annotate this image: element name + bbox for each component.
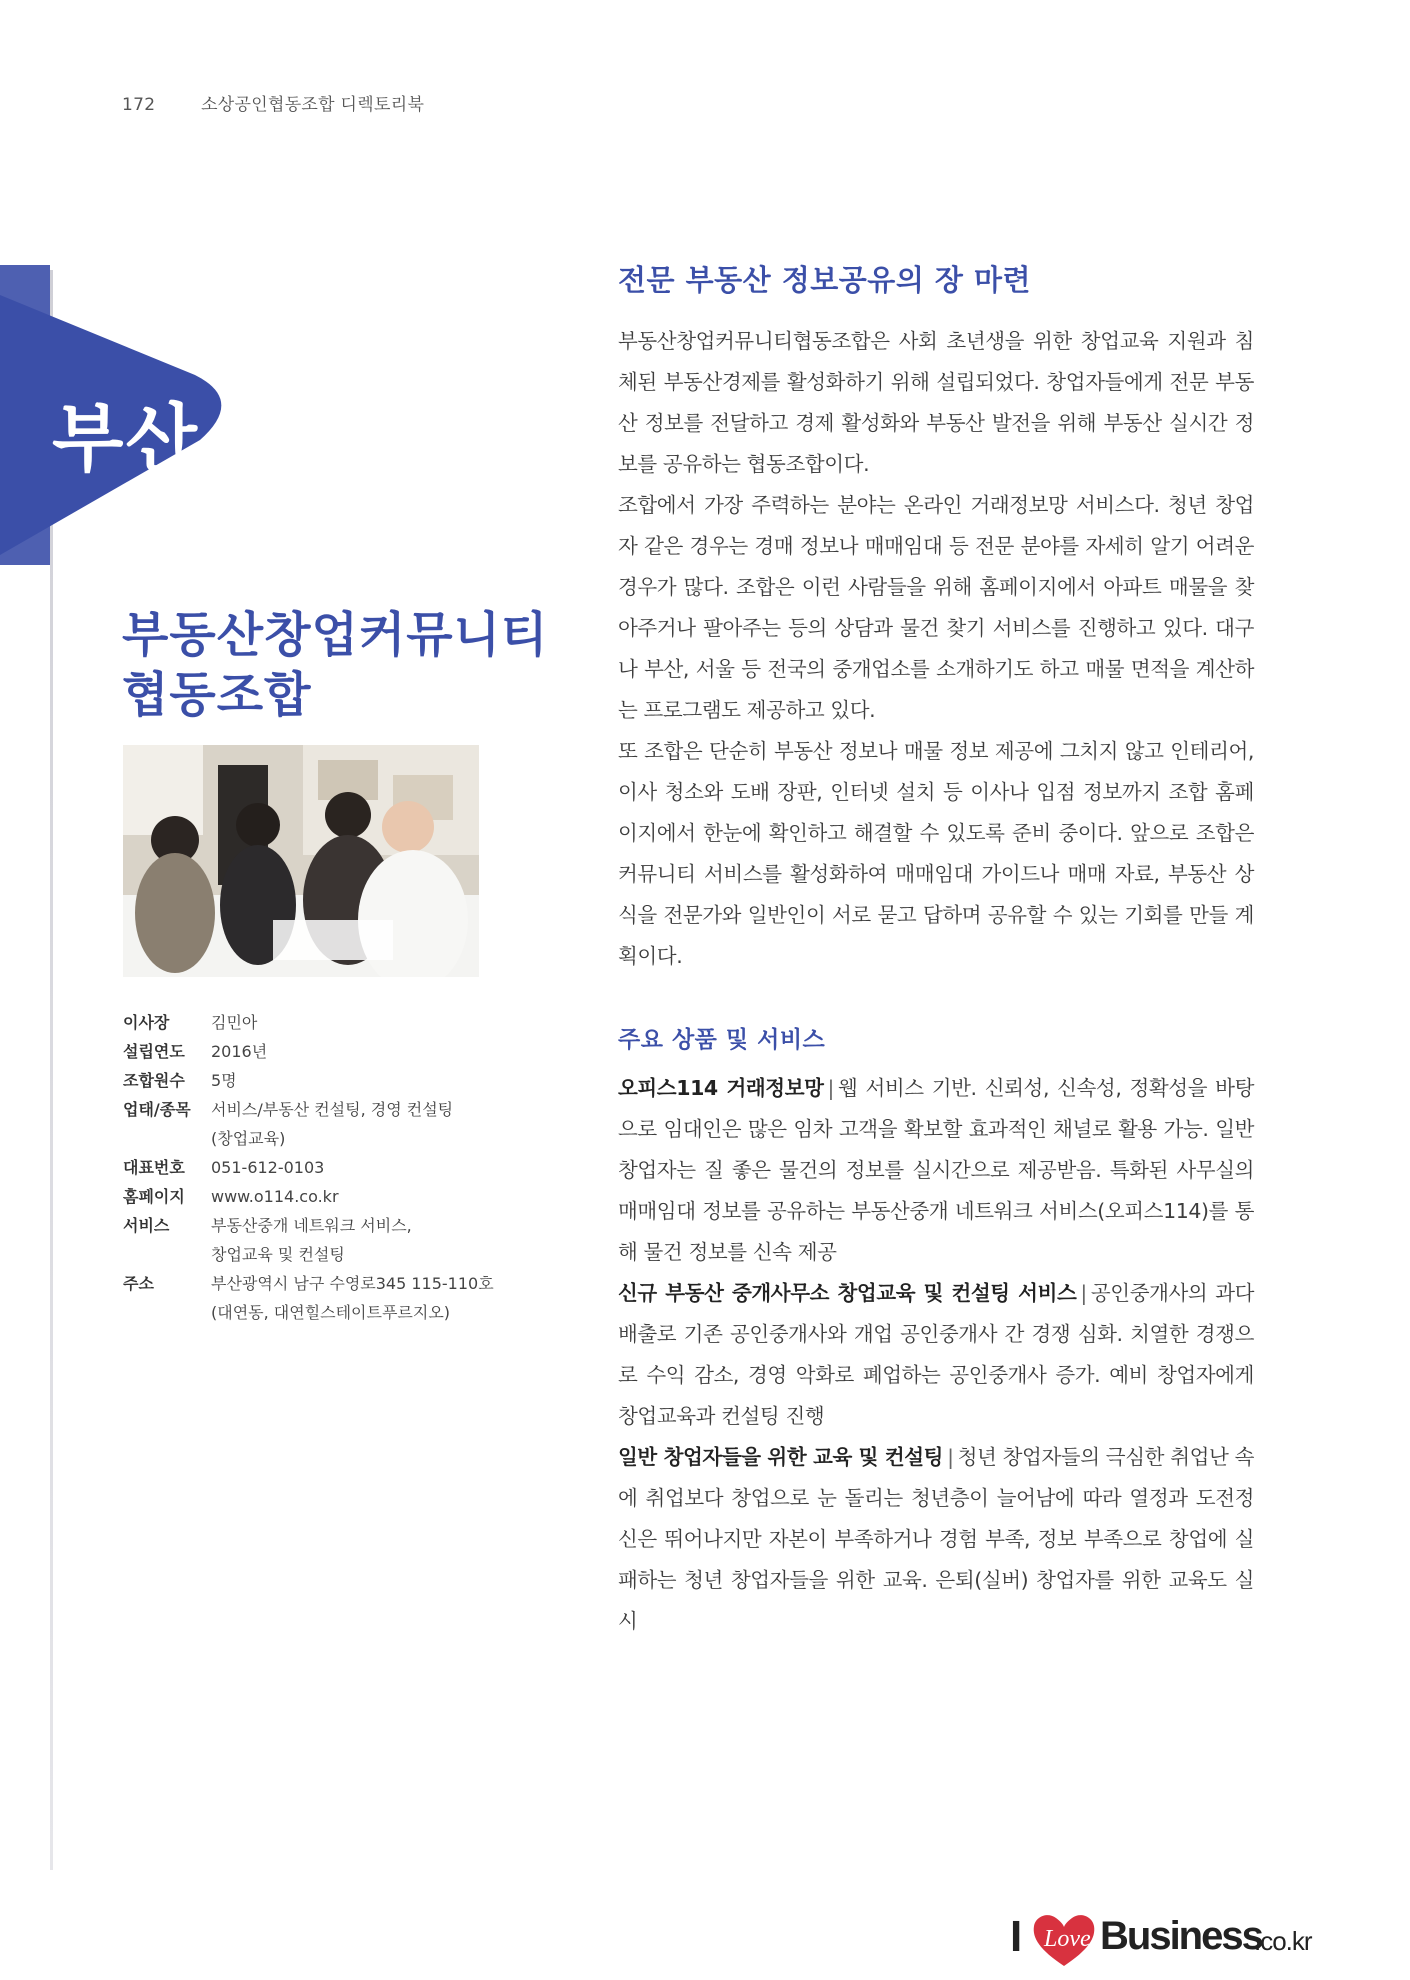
info-table: [123, 1008, 523, 1327]
service-desc: 청년 창업자들의 극심한 취업난 속에 취업보다 창업으로 눈 돌리는 청년층이 늘어남에 따라 열정과 도전정신은 뛰어나지만 자본이 부족하거나 경험 부족, 정보 부족으로 창업에 실패하는 청년 창업자들을 위한 교육. 은퇴(실버) 창업자를 위한 교육도 실시: [618, 1445, 1255, 1633]
book-title: 소상공인협동조합 디렉토리북: [201, 95, 425, 115]
org-title-line1: 부동산창업커뮤니티: [122, 607, 549, 663]
intro-paragraph: 부동산창업커뮤니티협동조합은 사회 초년생을 위한 창업교육 지원과 침체된 부동산경제를 활성화하기 위해 설립되었다. 창업자들에게 전문 부동산 정보를 전달하고 경제 활성화와 부동산 발전을 위해 부동산 실시간 정보를 공유하는 협동조합이다.: [618, 329, 1254, 476]
service-desc: 공인중개사의 과다 배출로 기존 공인중개사와 개업 공인중개사 간 경쟁 심화. 치열한 경쟁으로 수익 감소, 경영 악화로 폐업하는 공인중개사 증가. 예비 창업자에게 창업교육과 컨설팅 진행: [618, 1281, 1254, 1428]
service-desc: 웹 서비스 기반. 신뢰성, 신속성, 정확성을 바탕으로 임대인은 많은 임차 고객을 확보할 효과적인 채널로 활용 가능. 일반 창업자는 질 좋은 물건의 정보를 실시간으로 제공받음. 특화된 사무실의 매매임대 정보를 공유하는 부동산중개 네트워크 서비스(오피스114)를 통해 물건 정보를 신속 제공: [618, 1076, 1254, 1264]
info-label: 업태/종목: [123, 1100, 191, 1119]
info-row-phone: [123, 1153, 523, 1182]
info-value: 부산광역시 남구 수영로345 115-110호: [211, 1274, 494, 1293]
group-photo: [123, 745, 479, 977]
info-label: 서비스: [123, 1216, 170, 1235]
intro-paragraph: 조합에서 가장 주력하는 분야는 온라인 거래정보망 서비스다. 청년 창업자 같은 경우는 경매 정보나 매매임대 등 전문 분야를 자세히 알기 어려운 경우가 많다. 조합은 이런 사람들을 위해 홈페이지에서 아파트 매물을 찾아주거나 팔아주는 등의 상담과 물건 찾기 서비스를 진행하고 있다. 대구나 부산, 서울 등 전국의 중개업소를 소개하기도 하고 매물 면적을 계산하는 프로그램도 제공하고 있다.: [618, 493, 1254, 722]
ilovebusiness-logo: [1006, 1912, 1336, 1962]
page-header: [122, 90, 424, 115]
logo-love: Love: [1044, 1926, 1091, 1952]
separator: |: [947, 1445, 954, 1469]
service-item: [618, 1437, 1254, 1642]
section-title-services: 주요 상품 및 서비스: [618, 1027, 826, 1053]
info-row-services: [123, 1211, 523, 1269]
service-name: 일반 창업자들을 위한 교육 및 컨설팅: [618, 1445, 944, 1469]
intro-paragraph: 또 조합은 단순히 부동산 정보나 매물 정보 제공에 그치지 않고 인테리어, 이사 청소와 도배 장판, 인터넷 설치 등 이사나 입점 정보까지 조합 홈페이지에서 한눈에 확인하고 해결할 수 있도록 준비 중이다. 앞으로 조합은 커뮤니티 서비스를 활성화하여 매매임대 가이드나 매매 자료, 부동산 상식을 전문가와 일반인이 서로 묻고 답하며 공유할 수 있는 기회를 만들 계획이다.: [618, 739, 1254, 968]
service-item: [618, 1273, 1254, 1437]
separator: |: [1080, 1281, 1087, 1305]
info-row-business-type: [123, 1095, 523, 1153]
info-label: 홈페이지: [123, 1187, 185, 1206]
homepage-link[interactable]: www.o114.co.kr: [211, 1187, 339, 1206]
info-value: 2016년: [211, 1042, 268, 1061]
service-item: [618, 1068, 1254, 1273]
logo-domain: .co.kr: [1254, 1926, 1312, 1956]
info-row-chairman: [123, 1008, 523, 1037]
logo-i: I: [1010, 1912, 1023, 1961]
info-label: 이사장: [123, 1013, 170, 1032]
info-label: 대표번호: [123, 1158, 185, 1177]
region-label: 부산: [52, 396, 199, 482]
section-title-intro: 전문 부동산 정보공유의 장 마련: [618, 263, 1032, 297]
info-value-cont: (창업교육): [211, 1129, 286, 1148]
info-row-founded: [123, 1037, 523, 1066]
info-value: 김민아: [211, 1013, 258, 1032]
org-title: [122, 605, 548, 725]
service-list: [618, 1068, 1254, 1642]
separator: |: [827, 1076, 835, 1100]
info-value: 5명: [211, 1071, 237, 1090]
info-value: 부동산중개 네트워크 서비스,: [211, 1216, 412, 1235]
info-row-homepage: [123, 1182, 523, 1211]
info-row-address: [123, 1269, 523, 1327]
logo-business: Business: [1100, 1914, 1262, 1958]
info-value-cont: 창업교육 및 컨설팅: [211, 1245, 345, 1264]
info-label: 조합원수: [123, 1071, 185, 1090]
info-value-cont: (대연동, 대연힐스테이트푸르지오): [211, 1303, 451, 1322]
info-label: 주소: [123, 1274, 154, 1293]
service-name: 오피스114 거래정보망: [618, 1076, 824, 1100]
info-value: 서비스/부동산 컨설팅, 경영 컨설팅: [211, 1100, 454, 1119]
main-content: [618, 258, 1254, 1642]
info-label: 설립연도: [123, 1042, 185, 1061]
info-value: 051-612-0103: [211, 1158, 325, 1177]
info-row-members: [123, 1066, 523, 1095]
org-title-line2: 협동조합: [122, 667, 312, 723]
page-number: 172: [122, 95, 156, 115]
service-name: 신규 부동산 중개사무소 창업교육 및 컨설팅 서비스: [618, 1281, 1077, 1305]
